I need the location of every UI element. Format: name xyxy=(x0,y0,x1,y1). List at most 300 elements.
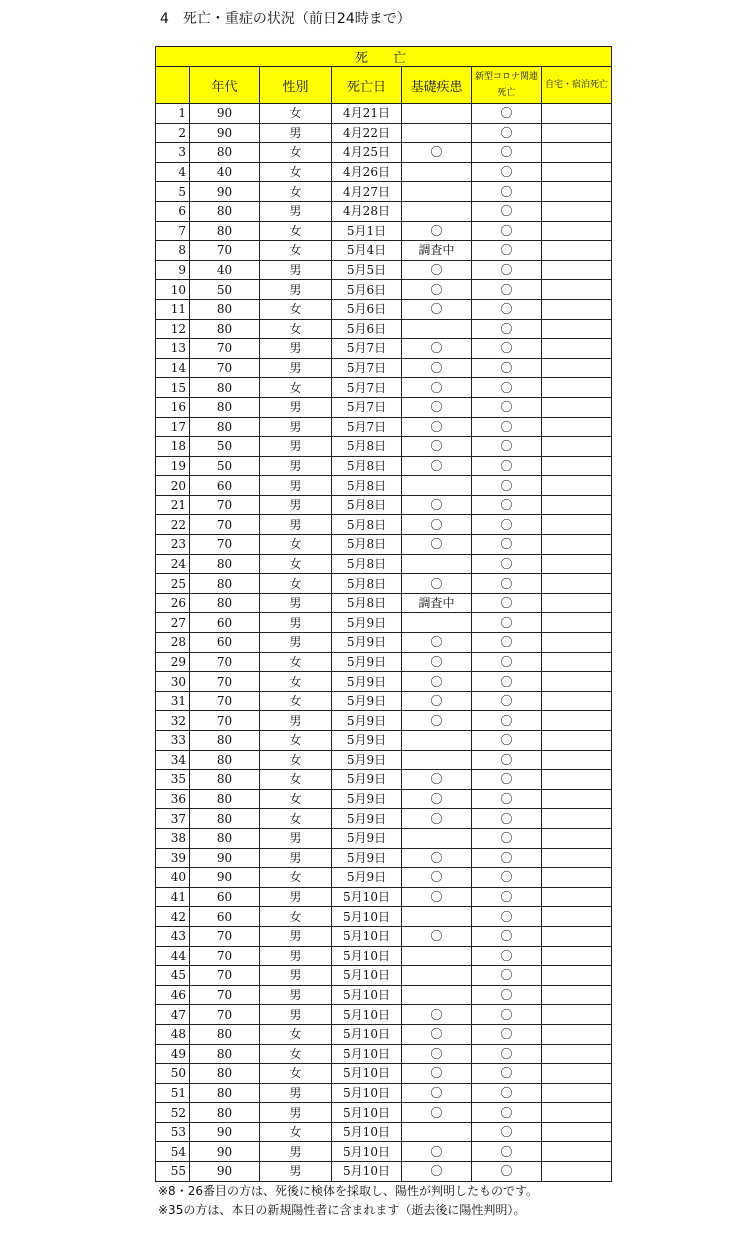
cell-sex: 女 xyxy=(260,731,332,751)
cell-home-hotel xyxy=(542,495,612,515)
cell-home-hotel xyxy=(542,123,612,143)
cell-death-date: 5月8日 xyxy=(332,554,402,574)
cell-home-hotel xyxy=(542,691,612,711)
cell-sex: 女 xyxy=(260,221,332,241)
cell-sex: 男 xyxy=(260,593,332,613)
cell-death-date: 4月25日 xyxy=(332,143,402,163)
cell-covid-related: 〇 xyxy=(472,985,542,1005)
cell-no: 31 xyxy=(156,691,190,711)
cell-covid-related: 〇 xyxy=(472,809,542,829)
cell-sex: 女 xyxy=(260,809,332,829)
table-row xyxy=(156,515,612,535)
cell-no: 12 xyxy=(156,319,190,339)
table-row xyxy=(156,437,612,457)
cell-age: 50 xyxy=(190,280,260,300)
cell-covid-related: 〇 xyxy=(472,123,542,143)
cell-sex: 女 xyxy=(260,789,332,809)
cell-sex: 男 xyxy=(260,613,332,633)
cell-underlying-disease xyxy=(402,182,472,202)
cell-covid-related: 〇 xyxy=(472,280,542,300)
cell-death-date: 4月27日 xyxy=(332,182,402,202)
cell-covid-related: 〇 xyxy=(472,868,542,888)
cell-age: 80 xyxy=(190,143,260,163)
cell-death-date: 4月21日 xyxy=(332,104,402,124)
cell-covid-related: 〇 xyxy=(472,162,542,182)
cell-underlying-disease: 〇 xyxy=(402,1064,472,1084)
table-row xyxy=(156,299,612,319)
cell-sex: 女 xyxy=(260,672,332,692)
cell-age: 90 xyxy=(190,868,260,888)
cell-age: 70 xyxy=(190,339,260,359)
cell-death-date: 5月9日 xyxy=(332,868,402,888)
cell-death-date: 5月10日 xyxy=(332,1122,402,1142)
cell-underlying-disease: 〇 xyxy=(402,143,472,163)
cell-covid-related: 〇 xyxy=(472,1064,542,1084)
cell-no: 18 xyxy=(156,437,190,457)
cell-age: 60 xyxy=(190,476,260,496)
cell-sex: 女 xyxy=(260,1044,332,1064)
cell-covid-related: 〇 xyxy=(472,554,542,574)
cell-home-hotel xyxy=(542,828,612,848)
cell-age: 80 xyxy=(190,770,260,790)
cell-underlying-disease: 〇 xyxy=(402,868,472,888)
cell-home-hotel xyxy=(542,574,612,594)
cell-death-date: 5月9日 xyxy=(332,809,402,829)
cell-underlying-disease: 〇 xyxy=(402,378,472,398)
cell-age: 70 xyxy=(190,1005,260,1025)
cell-death-date: 5月9日 xyxy=(332,750,402,770)
cell-death-date: 5月10日 xyxy=(332,966,402,986)
cell-home-hotel xyxy=(542,1064,612,1084)
cell-covid-related: 〇 xyxy=(472,1024,542,1044)
cell-death-date: 5月10日 xyxy=(332,1044,402,1064)
cell-home-hotel xyxy=(542,417,612,437)
cell-underlying-disease xyxy=(402,104,472,124)
cell-death-date: 5月7日 xyxy=(332,358,402,378)
cell-age: 40 xyxy=(190,260,260,280)
table-row xyxy=(156,711,612,731)
cell-age: 80 xyxy=(190,417,260,437)
cell-covid-related: 〇 xyxy=(472,358,542,378)
table-row xyxy=(156,691,612,711)
cell-death-date: 5月8日 xyxy=(332,456,402,476)
cell-sex: 男 xyxy=(260,515,332,535)
table-row xyxy=(156,946,612,966)
cell-death-date: 5月5日 xyxy=(332,260,402,280)
table-row xyxy=(156,731,612,751)
cell-underlying-disease: 調査中 xyxy=(402,241,472,261)
cell-no: 53 xyxy=(156,1122,190,1142)
cell-sex: 男 xyxy=(260,495,332,515)
cell-age: 70 xyxy=(190,966,260,986)
cell-underlying-disease: 〇 xyxy=(402,437,472,457)
cell-age: 80 xyxy=(190,1044,260,1064)
cell-underlying-disease: 調査中 xyxy=(402,593,472,613)
cell-death-date: 5月10日 xyxy=(332,907,402,927)
header-home-hotel-death: 自宅・宿泊死亡 xyxy=(542,67,612,104)
cell-no: 14 xyxy=(156,358,190,378)
table-row xyxy=(156,789,612,809)
cell-no: 22 xyxy=(156,515,190,535)
cell-sex: 男 xyxy=(260,985,332,1005)
cell-covid-related: 〇 xyxy=(472,143,542,163)
table-row xyxy=(156,574,612,594)
cell-no: 37 xyxy=(156,809,190,829)
cell-age: 70 xyxy=(190,358,260,378)
cell-sex: 男 xyxy=(260,711,332,731)
cell-no: 13 xyxy=(156,339,190,359)
cell-covid-related: 〇 xyxy=(472,672,542,692)
cell-covid-related: 〇 xyxy=(472,1083,542,1103)
cell-death-date: 5月8日 xyxy=(332,495,402,515)
cell-no: 26 xyxy=(156,593,190,613)
cell-underlying-disease xyxy=(402,750,472,770)
cell-age: 50 xyxy=(190,437,260,457)
cell-sex: 男 xyxy=(260,437,332,457)
cell-sex: 男 xyxy=(260,1162,332,1182)
cell-underlying-disease: 〇 xyxy=(402,633,472,653)
cell-covid-related: 〇 xyxy=(472,1103,542,1123)
cell-covid-related: 〇 xyxy=(472,319,542,339)
cell-death-date: 4月28日 xyxy=(332,201,402,221)
cell-underlying-disease xyxy=(402,1122,472,1142)
cell-sex: 男 xyxy=(260,1142,332,1162)
cell-covid-related: 〇 xyxy=(472,201,542,221)
cell-home-hotel xyxy=(542,1122,612,1142)
cell-covid-related: 〇 xyxy=(472,613,542,633)
cell-death-date: 4月22日 xyxy=(332,123,402,143)
cell-home-hotel xyxy=(542,789,612,809)
cell-no: 32 xyxy=(156,711,190,731)
cell-no: 27 xyxy=(156,613,190,633)
table-row xyxy=(156,476,612,496)
cell-covid-related: 〇 xyxy=(472,789,542,809)
cell-no: 5 xyxy=(156,182,190,202)
cell-sex: 男 xyxy=(260,1005,332,1025)
cell-sex: 男 xyxy=(260,123,332,143)
table-row xyxy=(156,613,612,633)
cell-age: 90 xyxy=(190,1162,260,1182)
cell-home-hotel xyxy=(542,946,612,966)
cell-age: 70 xyxy=(190,495,260,515)
cell-no: 19 xyxy=(156,456,190,476)
cell-age: 80 xyxy=(190,1064,260,1084)
cell-age: 80 xyxy=(190,1083,260,1103)
cell-home-hotel xyxy=(542,378,612,398)
cell-covid-related: 〇 xyxy=(472,1044,542,1064)
cell-home-hotel xyxy=(542,652,612,672)
cell-underlying-disease: 〇 xyxy=(402,809,472,829)
cell-death-date: 5月10日 xyxy=(332,926,402,946)
cell-underlying-disease: 〇 xyxy=(402,339,472,359)
cell-death-date: 5月10日 xyxy=(332,1162,402,1182)
table-row xyxy=(156,1103,612,1123)
cell-no: 35 xyxy=(156,770,190,790)
table-row xyxy=(156,907,612,927)
cell-no: 3 xyxy=(156,143,190,163)
cell-covid-related: 〇 xyxy=(472,848,542,868)
cell-death-date: 5月9日 xyxy=(332,731,402,751)
table-row xyxy=(156,221,612,241)
cell-age: 80 xyxy=(190,574,260,594)
cell-death-date: 5月6日 xyxy=(332,280,402,300)
table-row xyxy=(156,1083,612,1103)
table-row xyxy=(156,319,612,339)
cell-no: 44 xyxy=(156,946,190,966)
cell-covid-related: 〇 xyxy=(472,1005,542,1025)
cell-age: 70 xyxy=(190,241,260,261)
cell-home-hotel xyxy=(542,535,612,555)
cell-death-date: 5月9日 xyxy=(332,848,402,868)
cell-death-date: 5月9日 xyxy=(332,828,402,848)
cell-death-date: 5月9日 xyxy=(332,633,402,653)
cell-covid-related: 〇 xyxy=(472,946,542,966)
table-row xyxy=(156,926,612,946)
table-row xyxy=(156,770,612,790)
cell-underlying-disease: 〇 xyxy=(402,515,472,535)
cell-age: 80 xyxy=(190,593,260,613)
cell-sex: 男 xyxy=(260,887,332,907)
cell-death-date: 5月7日 xyxy=(332,339,402,359)
cell-age: 80 xyxy=(190,828,260,848)
cell-underlying-disease xyxy=(402,476,472,496)
table-row xyxy=(156,241,612,261)
cell-death-date: 5月6日 xyxy=(332,319,402,339)
table-row xyxy=(156,1005,612,1025)
table-title: 死 亡 xyxy=(156,47,612,67)
cell-underlying-disease: 〇 xyxy=(402,711,472,731)
cell-underlying-disease xyxy=(402,123,472,143)
table-row xyxy=(156,495,612,515)
cell-no: 47 xyxy=(156,1005,190,1025)
table-row xyxy=(156,339,612,359)
table-row xyxy=(156,397,612,417)
cell-underlying-disease: 〇 xyxy=(402,221,472,241)
cell-covid-related: 〇 xyxy=(472,241,542,261)
cell-underlying-disease: 〇 xyxy=(402,1083,472,1103)
cell-home-hotel xyxy=(542,456,612,476)
cell-sex: 男 xyxy=(260,1103,332,1123)
table-row xyxy=(156,985,612,1005)
cell-death-date: 5月9日 xyxy=(332,672,402,692)
cell-age: 70 xyxy=(190,985,260,1005)
cell-covid-related: 〇 xyxy=(472,652,542,672)
cell-sex: 女 xyxy=(260,750,332,770)
cell-age: 70 xyxy=(190,711,260,731)
cell-underlying-disease: 〇 xyxy=(402,299,472,319)
cell-sex: 男 xyxy=(260,201,332,221)
cell-home-hotel xyxy=(542,613,612,633)
cell-sex: 女 xyxy=(260,574,332,594)
cell-no: 29 xyxy=(156,652,190,672)
table-body xyxy=(156,104,612,1182)
cell-sex: 男 xyxy=(260,339,332,359)
cell-home-hotel xyxy=(542,809,612,829)
cell-underlying-disease: 〇 xyxy=(402,535,472,555)
cell-underlying-disease: 〇 xyxy=(402,1005,472,1025)
table-row xyxy=(156,828,612,848)
cell-sex: 女 xyxy=(260,691,332,711)
cell-age: 80 xyxy=(190,397,260,417)
cell-age: 80 xyxy=(190,1024,260,1044)
cell-sex: 女 xyxy=(260,554,332,574)
cell-no: 20 xyxy=(156,476,190,496)
cell-home-hotel xyxy=(542,182,612,202)
cell-sex: 女 xyxy=(260,104,332,124)
cell-no: 45 xyxy=(156,966,190,986)
cell-age: 70 xyxy=(190,672,260,692)
cell-age: 60 xyxy=(190,887,260,907)
cell-sex: 女 xyxy=(260,241,332,261)
cell-home-hotel xyxy=(542,437,612,457)
cell-underlying-disease xyxy=(402,966,472,986)
cell-death-date: 5月10日 xyxy=(332,1005,402,1025)
cell-age: 80 xyxy=(190,750,260,770)
header-age: 年代 xyxy=(190,67,260,104)
cell-age: 60 xyxy=(190,633,260,653)
header-covid-related-death: 新型コロナ関連死亡 xyxy=(472,67,542,104)
cell-home-hotel xyxy=(542,868,612,888)
table-row xyxy=(156,201,612,221)
table-row xyxy=(156,358,612,378)
cell-no: 1 xyxy=(156,104,190,124)
cell-no: 46 xyxy=(156,985,190,1005)
cell-death-date: 5月9日 xyxy=(332,652,402,672)
cell-covid-related: 〇 xyxy=(472,907,542,927)
cell-covid-related: 〇 xyxy=(472,182,542,202)
cell-home-hotel xyxy=(542,221,612,241)
cell-home-hotel xyxy=(542,926,612,946)
cell-covid-related: 〇 xyxy=(472,593,542,613)
cell-no: 55 xyxy=(156,1162,190,1182)
cell-covid-related: 〇 xyxy=(472,711,542,731)
cell-underlying-disease: 〇 xyxy=(402,1142,472,1162)
cell-underlying-disease: 〇 xyxy=(402,848,472,868)
cell-underlying-disease: 〇 xyxy=(402,672,472,692)
cell-home-hotel xyxy=(542,476,612,496)
cell-sex: 女 xyxy=(260,162,332,182)
cell-home-hotel xyxy=(542,1005,612,1025)
cell-sex: 女 xyxy=(260,319,332,339)
cell-no: 11 xyxy=(156,299,190,319)
table-row xyxy=(156,378,612,398)
cell-age: 80 xyxy=(190,378,260,398)
cell-covid-related: 〇 xyxy=(472,339,542,359)
cell-home-hotel xyxy=(542,672,612,692)
cell-covid-related: 〇 xyxy=(472,966,542,986)
header-death-date: 死亡日 xyxy=(332,67,402,104)
cell-covid-related: 〇 xyxy=(472,221,542,241)
cell-home-hotel xyxy=(542,299,612,319)
cell-covid-related: 〇 xyxy=(472,574,542,594)
cell-underlying-disease: 〇 xyxy=(402,260,472,280)
table-row xyxy=(156,143,612,163)
cell-underlying-disease: 〇 xyxy=(402,1103,472,1123)
table-row xyxy=(156,809,612,829)
cell-underlying-disease: 〇 xyxy=(402,691,472,711)
cell-no: 41 xyxy=(156,887,190,907)
cell-age: 70 xyxy=(190,515,260,535)
cell-age: 70 xyxy=(190,946,260,966)
cell-sex: 女 xyxy=(260,143,332,163)
cell-death-date: 4月26日 xyxy=(332,162,402,182)
cell-home-hotel xyxy=(542,201,612,221)
cell-home-hotel xyxy=(542,1103,612,1123)
cell-death-date: 5月10日 xyxy=(332,887,402,907)
cell-death-date: 5月9日 xyxy=(332,711,402,731)
table-row xyxy=(156,1142,612,1162)
cell-death-date: 5月7日 xyxy=(332,397,402,417)
cell-no: 6 xyxy=(156,201,190,221)
table-row xyxy=(156,1024,612,1044)
cell-death-date: 5月10日 xyxy=(332,946,402,966)
footnote: ※35の方は、本日の新規陽性者に含まれます（逝去後に陽性判明）。 xyxy=(158,1203,526,1217)
cell-age: 50 xyxy=(190,456,260,476)
cell-underlying-disease: 〇 xyxy=(402,926,472,946)
cell-death-date: 5月9日 xyxy=(332,789,402,809)
cell-home-hotel xyxy=(542,104,612,124)
cell-covid-related: 〇 xyxy=(472,397,542,417)
cell-home-hotel xyxy=(542,1044,612,1064)
table-row xyxy=(156,887,612,907)
cell-covid-related: 〇 xyxy=(472,731,542,751)
table-row xyxy=(156,868,612,888)
cell-covid-related: 〇 xyxy=(472,770,542,790)
cell-death-date: 5月10日 xyxy=(332,1064,402,1084)
cell-death-date: 5月7日 xyxy=(332,378,402,398)
cell-home-hotel xyxy=(542,770,612,790)
cell-underlying-disease: 〇 xyxy=(402,397,472,417)
cell-underlying-disease xyxy=(402,554,472,574)
cell-underlying-disease xyxy=(402,731,472,751)
cell-no: 39 xyxy=(156,848,190,868)
cell-death-date: 5月1日 xyxy=(332,221,402,241)
table-row xyxy=(156,1162,612,1182)
cell-covid-related: 〇 xyxy=(472,535,542,555)
table-row xyxy=(156,182,612,202)
cell-no: 24 xyxy=(156,554,190,574)
cell-home-hotel xyxy=(542,339,612,359)
cell-no: 51 xyxy=(156,1083,190,1103)
cell-death-date: 5月9日 xyxy=(332,691,402,711)
cell-death-date: 5月10日 xyxy=(332,985,402,1005)
cell-age: 70 xyxy=(190,691,260,711)
cell-underlying-disease: 〇 xyxy=(402,652,472,672)
cell-home-hotel xyxy=(542,1162,612,1182)
cell-home-hotel xyxy=(542,848,612,868)
cell-no: 50 xyxy=(156,1064,190,1084)
cell-sex: 男 xyxy=(260,260,332,280)
cell-home-hotel xyxy=(542,731,612,751)
cell-death-date: 5月10日 xyxy=(332,1103,402,1123)
cell-death-date: 5月9日 xyxy=(332,770,402,790)
cell-death-date: 5月4日 xyxy=(332,241,402,261)
cell-underlying-disease: 〇 xyxy=(402,280,472,300)
cell-sex: 男 xyxy=(260,633,332,653)
cell-no: 49 xyxy=(156,1044,190,1064)
cell-home-hotel xyxy=(542,985,612,1005)
cell-home-hotel xyxy=(542,397,612,417)
table-row xyxy=(156,535,612,555)
cell-covid-related: 〇 xyxy=(472,437,542,457)
table-row xyxy=(156,456,612,476)
cell-covid-related: 〇 xyxy=(472,633,542,653)
cell-no: 42 xyxy=(156,907,190,927)
cell-age: 90 xyxy=(190,104,260,124)
cell-sex: 男 xyxy=(260,417,332,437)
cell-age: 90 xyxy=(190,1142,260,1162)
cell-underlying-disease xyxy=(402,319,472,339)
